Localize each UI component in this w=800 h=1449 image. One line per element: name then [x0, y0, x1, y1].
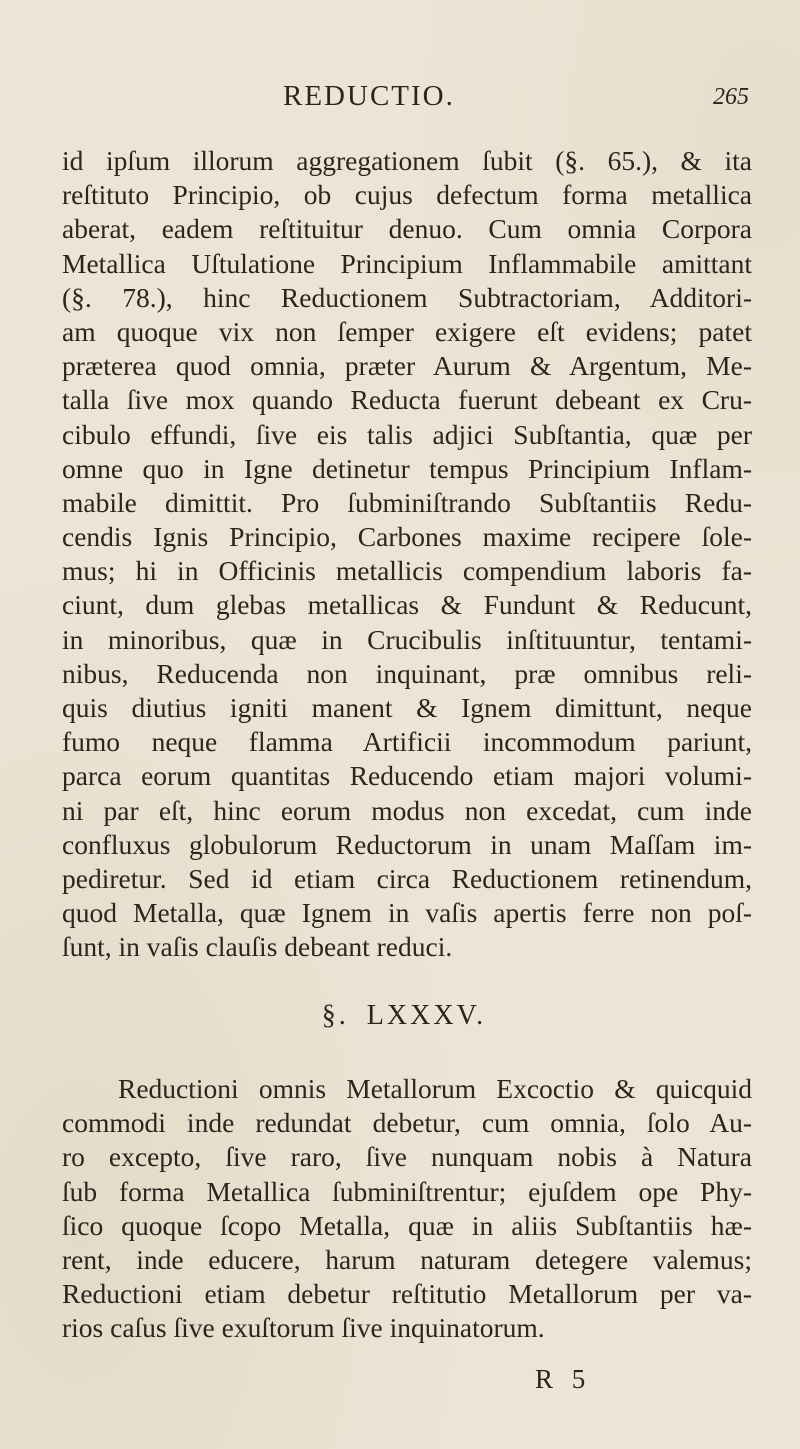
text-line: ſunt, in vaſis clauſis debeant reduci. [62, 931, 453, 963]
page-number: 265 [713, 84, 749, 110]
text-line: præterea quod omnia, præter Aurum & Argentum, Me- [62, 350, 752, 382]
text-line: quis diutius igniti manent & Ignem dimittunt, neque [62, 692, 752, 723]
text-line: Metallica Uſtulatione Principium Inflammabile amittant [62, 247, 752, 279]
text-line: quod Metalla, quæ Ignem in vaſis apertis ferre non poſ- [62, 897, 752, 929]
text-line: nibus, Reducenda non inquinant, præ omnibus reli- [62, 657, 752, 689]
text-line: mabile dimittit. Pro ſubminiſtrando Subſtantiis Redu- [62, 486, 752, 518]
text-line: ciunt, dum glebas metallicas & Fundunt & Reducunt, [62, 589, 752, 621]
text-line: rios caſus ſive exuſtorum ſive inquinatorum. [62, 1312, 545, 1344]
text-line: Reductioni etiam debetur reſtitutio Metallorum per va- [62, 1278, 752, 1310]
text-line: confluxus globulorum Reductorum in unam Maſſam im- [62, 828, 752, 860]
text-line: Reductioni omnis Metallorum Excoctio & quicquid [118, 1073, 752, 1104]
text-line: parca eorum quantitas Reducendo etiam majori volumi- [62, 760, 752, 792]
section-number: LXXXV. [366, 1000, 487, 1031]
paragraph-2 [62, 1072, 752, 1346]
text-line: mus; hi in Officinis metallicis compendium laboris fa- [62, 555, 752, 587]
text-line: rent, inde educere, harum naturam detegere valemus; [62, 1243, 752, 1275]
text-line: commodi inde redundat debetur, cum omnia, ſolo Au- [62, 1107, 752, 1139]
text-line: ſico quoque ſcopo Metalla, quæ in aliis Subſtantiis hæ- [62, 1209, 752, 1241]
section-symbol: §. [321, 1000, 349, 1031]
section-heading [0, 1000, 800, 1032]
text-line: id ipſum illorum aggregationem ſubit (§. 65.), & ita [62, 145, 752, 176]
text-line: reſtituto Principio, ob cujus defectum forma metallica [62, 179, 752, 211]
paragraph-1 [62, 144, 752, 965]
text-line: ni par eſt, hinc eorum modus non excedat, cum inde [62, 794, 752, 826]
text-line: (§. 78.), hinc Reductionem Subtractoriam, Additori- [62, 281, 752, 313]
catchword: R 5 [535, 1364, 592, 1394]
text-line: fumo neque flamma Artificii incommodum pariunt, [62, 726, 752, 758]
text-line: am quoque vix non ſemper exigere eſt evidens; patet [62, 315, 752, 347]
text-line: cibulo effundi, ſive eis talis adjici Subſtantia, quæ per [62, 418, 752, 450]
text-line: talla ſive mox quando Reducta fuerunt debeant ex Cru- [62, 384, 752, 416]
text-line: ſub forma Metallica ſubminiſtrentur; ejuſdem ope Phy- [62, 1175, 752, 1207]
text-line: pediretur. Sed id etiam circa Reductionem retinendum, [62, 862, 752, 894]
text-line: aberat, eadem reſtituitur denuo. Cum omnia Corpora [62, 213, 752, 245]
page-title: REDUCTIO. [283, 80, 455, 112]
text-line: omne quo in Igne detinetur tempus Principium Inflam- [62, 452, 752, 484]
running-head [0, 80, 800, 124]
text-line: in minoribus, quæ in Crucibulis inſtituuntur, tentami- [62, 623, 752, 655]
text-line: ro excepto, ſive raro, ſive nunquam nobis à Natura [62, 1141, 752, 1173]
text-line: cendis Ignis Principio, Carbones maxime recipere ſole- [62, 521, 752, 553]
